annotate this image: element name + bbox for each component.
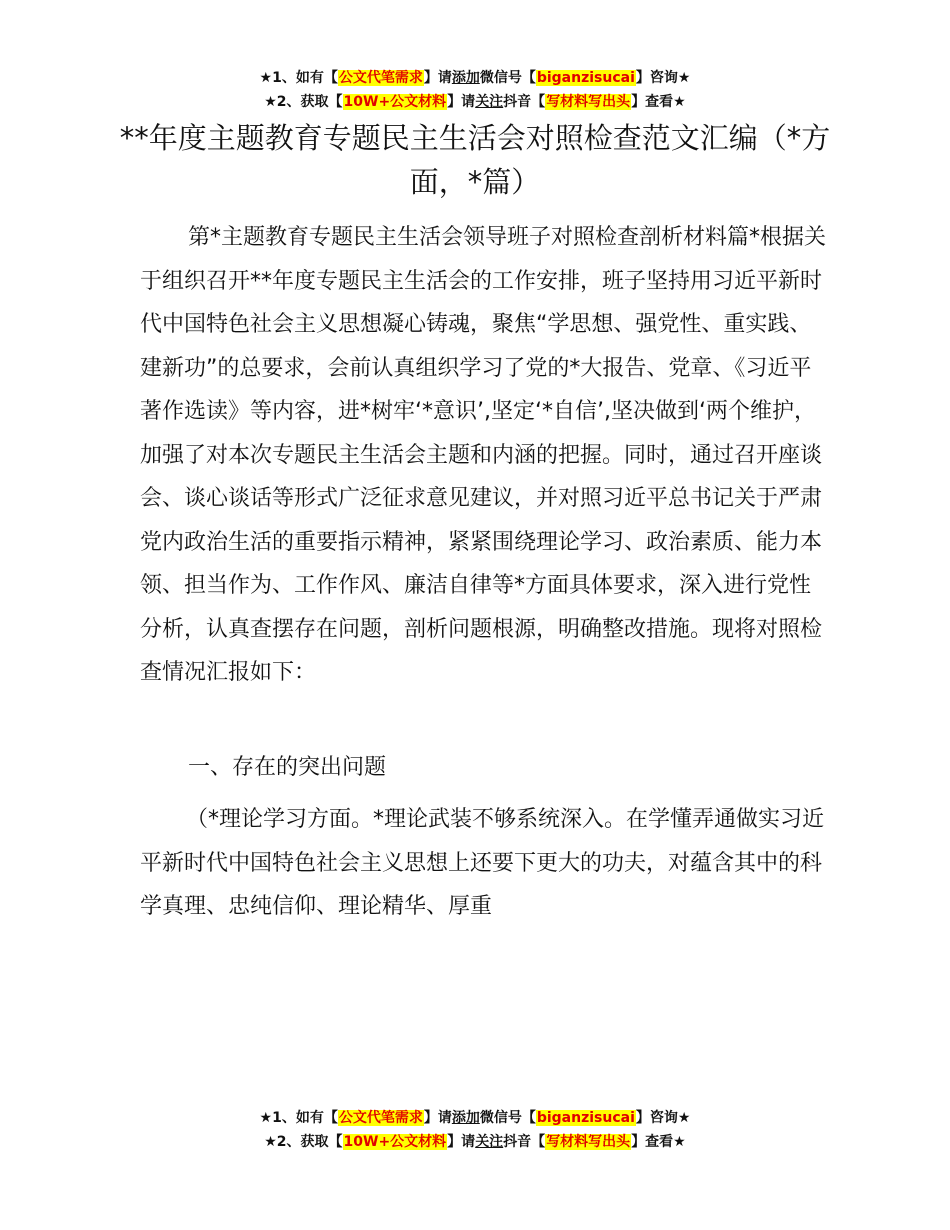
ad-underlined: 关注 bbox=[475, 1134, 504, 1150]
ad-underlined: 添加 bbox=[451, 70, 480, 86]
intro-paragraph: 第*主题教育专题民主生活会领导班子对照检查剖析材料篇*根据关于组织召开**年度专题民主生活会的工作安排，班子坚持用习近平新时代中国特色社会主义思想凝心铸魂，聚焦“学思想、强党性、重实践、建新功”的总要求，会前认真组织学习了党的*大报告、党章、《习近平著作选读》等内容，进*树牢‘*意识’,坚定‘*自信’,坚决做到‘两个维护，加强了对本次专题民主生活会主题和内涵的把握。同时，通过召开座谈会、谈心谈话等形式广泛征求意见建议，并对照习近平总书记关于严肃党内政治生活的重要指示精神，紧紧围绕理论学习、政治素质、能力本领、担当作为、工作作风、廉洁自律等*方面具体要求，深入进行党性分析，认真查摆存在问题，剖析问题根源，明确整改措施。现将对照检查情况汇报如下： bbox=[140, 225, 827, 685]
header-ad bbox=[0, 66, 950, 114]
section-paragraph: （*理论学习方面。*理论武装不够系统深入。在学懂弄通做实习近平新时代中国特色社会主义思想上还要下更大的功夫，对蕴含其中的科学真理、忠纯信仰、理论精华、厚重 bbox=[140, 807, 825, 919]
ad-text: 抖音【 bbox=[503, 94, 546, 110]
ad-text: 】请 bbox=[423, 1110, 452, 1126]
ad-text: 】咨询★ bbox=[635, 70, 691, 86]
ad-text: 】咨询★ bbox=[635, 1110, 691, 1126]
ad-text: 】请 bbox=[447, 1134, 476, 1150]
ad-text: 微信号【 bbox=[479, 70, 536, 86]
document-title: **年度主题教育专题民主生活会对照检查范文汇编（*方面，*篇） bbox=[119, 121, 831, 199]
ad-highlight: 10W+公文材料 bbox=[343, 1134, 447, 1150]
footer-ad-line-2 bbox=[0, 1130, 950, 1154]
header-ad-line-1 bbox=[0, 66, 950, 90]
ad-underlined: 添加 bbox=[451, 1110, 480, 1126]
ad-text: ★2、获取【 bbox=[264, 1134, 343, 1150]
ad-douyin-account: 写材料写出头 bbox=[546, 94, 631, 110]
footer-ad-line-1 bbox=[0, 1106, 950, 1130]
ad-wechat-id: biganzisucai bbox=[536, 70, 635, 86]
header-ad-line-2 bbox=[0, 90, 950, 114]
ad-text: ★1、如有【 bbox=[259, 1110, 338, 1126]
ad-highlight: 公文代笔需求 bbox=[338, 70, 423, 86]
ad-douyin-account: 写材料写出头 bbox=[546, 1134, 631, 1150]
ad-text: ★1、如有【 bbox=[259, 70, 338, 86]
ad-text: 抖音【 bbox=[503, 1134, 546, 1150]
ad-text: ★2、获取【 bbox=[264, 94, 343, 110]
ad-highlight: 公文代笔需求 bbox=[338, 1110, 423, 1126]
ad-text: 】查看★ bbox=[631, 1134, 686, 1150]
ad-text: 】请 bbox=[447, 94, 476, 110]
ad-text: 】请 bbox=[423, 70, 452, 86]
ad-underlined: 关注 bbox=[475, 94, 504, 110]
section-heading: 一、存在的突出问题 bbox=[188, 755, 387, 780]
footer-ad bbox=[0, 1106, 950, 1154]
ad-text: 微信号【 bbox=[479, 1110, 536, 1126]
ad-highlight: 10W+公文材料 bbox=[343, 94, 447, 110]
ad-text: 】查看★ bbox=[631, 94, 686, 110]
ad-wechat-id: biganzisucai bbox=[536, 1110, 635, 1126]
